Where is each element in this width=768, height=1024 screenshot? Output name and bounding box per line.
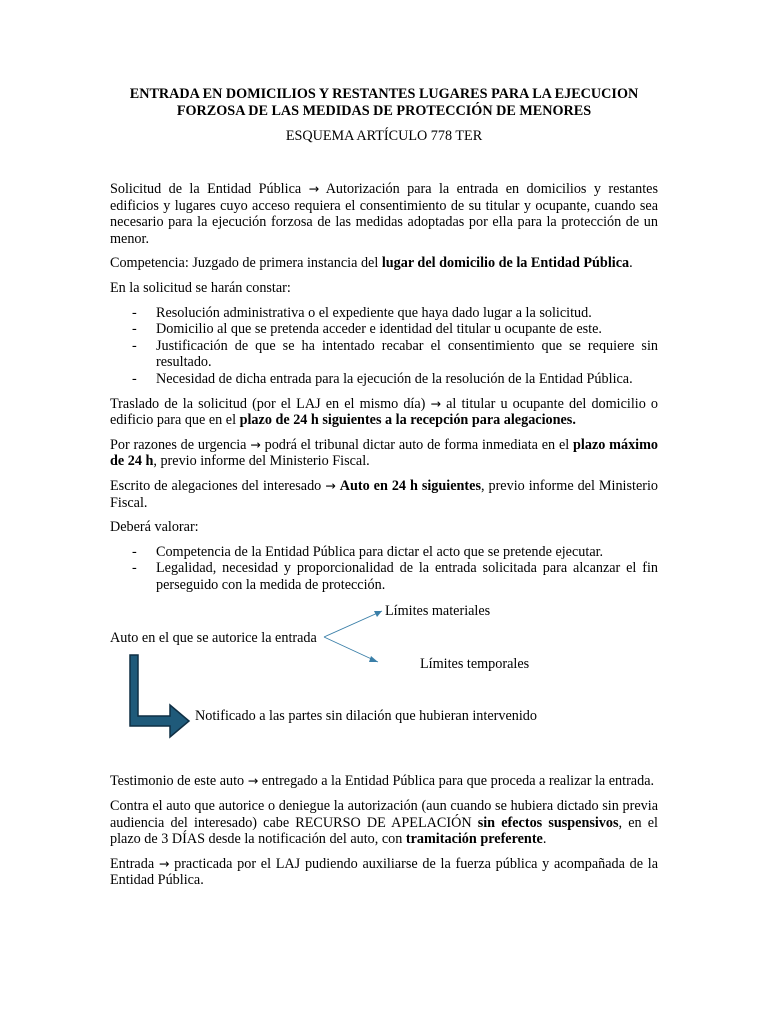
bold-text: sin efectos suspensivos bbox=[477, 814, 619, 831]
bold-text: lugar del domicilio de la Entidad Pública bbox=[381, 255, 630, 272]
bold-text: tramitación preferente bbox=[405, 831, 543, 848]
text: podrá el tribunal dictar auto de forma inmediata en el bbox=[264, 436, 570, 453]
right-arrow-icon: → bbox=[430, 395, 441, 411]
bold-text: Auto en 24 h siguientes bbox=[339, 477, 481, 494]
paragraph-testimonio bbox=[110, 773, 658, 790]
title-line-2: FORZOSA DE LAS MEDIDAS DE PROTECCIÓN DE MENORES bbox=[176, 103, 592, 119]
list-item: - Resolución administrativa o el expediente que haya dado lugar a la solicitud. bbox=[110, 305, 658, 322]
paragraph-alegaciones bbox=[110, 478, 658, 511]
text: Traslado de la solicitud (por el LAJ en el mismo día) bbox=[110, 395, 426, 412]
bold-text: plazo máximo de 24 h bbox=[110, 436, 659, 470]
text: , previo informe del Ministerio Fiscal. bbox=[110, 477, 659, 511]
arrowhead-temporales bbox=[369, 656, 378, 662]
paragraph-solicitud bbox=[110, 181, 658, 247]
auto-diagram bbox=[110, 601, 658, 765]
text: Contra el auto que autorice o deniegue la autorización (aun cuando se hubiera dictado sin previa audiencia del interesado) cabe RECURSO DE APELACIÓN bbox=[110, 798, 658, 831]
text: al titular u ocupante del domicilio o edificio para que en el bbox=[110, 395, 659, 429]
diagram-arrows bbox=[110, 601, 658, 765]
right-arrow-icon: → bbox=[250, 436, 261, 452]
text: practicada por el LAJ pudiendo auxiliarse de la fuerza pública y acompañada de la Entidad Pública. bbox=[110, 855, 659, 889]
right-arrow-icon: → bbox=[158, 855, 170, 871]
paragraph-valorar: Deberá valorar: bbox=[110, 519, 199, 536]
text: entregado a la Entidad Pública para que proceda a realizar la entrada. bbox=[261, 773, 655, 790]
branch-line-materiales bbox=[324, 611, 382, 637]
text: Solicitud de la Entidad Pública bbox=[110, 181, 302, 197]
list-item: - Justificación de que se ha intentado recabar el consentimiento que se requiere sin resultado. bbox=[110, 338, 658, 371]
paragraph-competencia bbox=[110, 255, 658, 272]
text: Testimonio de este auto bbox=[110, 773, 245, 790]
right-arrow-icon: → bbox=[247, 773, 259, 789]
list-item: - Legalidad, necesidad y proporcionalidad de la entrada solicitada para alcanzar el fin perseguido con la medida de protección. bbox=[110, 560, 658, 593]
bold-text: plazo de 24 h siguientes a la recepción para alegaciones. bbox=[239, 412, 576, 429]
paragraph-solicitud-constar: En la solicitud se harán constar: bbox=[110, 279, 291, 296]
branch-line-temporales bbox=[324, 637, 378, 662]
paragraph-recurso bbox=[110, 798, 658, 848]
label-limites-temporales: Límites temporales bbox=[420, 656, 530, 673]
text: , previo informe del Ministerio Fiscal. bbox=[153, 453, 370, 470]
text: Autorización para la entrada en domicilios y restantes edificios y lugares cuyo acceso requiera el consentimiento de su titular y ocupante, cuando sea necesario para la ejecución forzosa de las medidas adoptadas por ella para la protección de un menor. bbox=[110, 181, 658, 247]
paragraph-traslado bbox=[110, 396, 658, 429]
right-arrow-icon: → bbox=[325, 477, 336, 493]
label-auto: Auto en el que se autorice la entrada bbox=[110, 630, 317, 647]
text: Entrada bbox=[110, 855, 155, 872]
criteria-list bbox=[110, 544, 658, 594]
bent-arrow-icon bbox=[130, 655, 189, 737]
label-notificado: Notificado a las partes sin dilación que hubieran intervenido bbox=[195, 708, 537, 725]
text: Por razones de urgencia bbox=[110, 436, 247, 453]
paragraph-urgencia bbox=[110, 437, 658, 470]
text: . bbox=[542, 831, 547, 848]
right-arrow-icon: → bbox=[308, 181, 320, 196]
list-item: - Competencia de la Entidad Pública para dictar el acto que se pretende ejecutar. bbox=[110, 544, 658, 561]
paragraph-entrada bbox=[110, 856, 658, 889]
label-limites-materiales: Límites materiales bbox=[385, 603, 491, 620]
document-title bbox=[110, 86, 658, 120]
title-line-1: ENTRADA EN DOMICILIOS Y RESTANTES LUGARES PARA LA EJECUCION bbox=[129, 86, 639, 102]
requirements-list bbox=[110, 305, 658, 388]
document-body bbox=[110, 181, 658, 897]
text: , en el plazo de 3 DÍAS desde la notificación del auto, con bbox=[110, 814, 658, 848]
document-subtitle: ESQUEMA ARTÍCULO 778 TER bbox=[285, 128, 483, 144]
text: Competencia: Juzgado de primera instancia del bbox=[110, 255, 379, 272]
list-item: - Necesidad de dicha entrada para la ejecución de la resolución de la Entidad Pública. bbox=[110, 371, 658, 388]
text: Escrito de alegaciones del interesado bbox=[110, 477, 322, 494]
text: . bbox=[629, 255, 633, 272]
list-item: - Domicilio al que se pretenda acceder e identidad del titular u ocupante de este. bbox=[110, 321, 658, 338]
